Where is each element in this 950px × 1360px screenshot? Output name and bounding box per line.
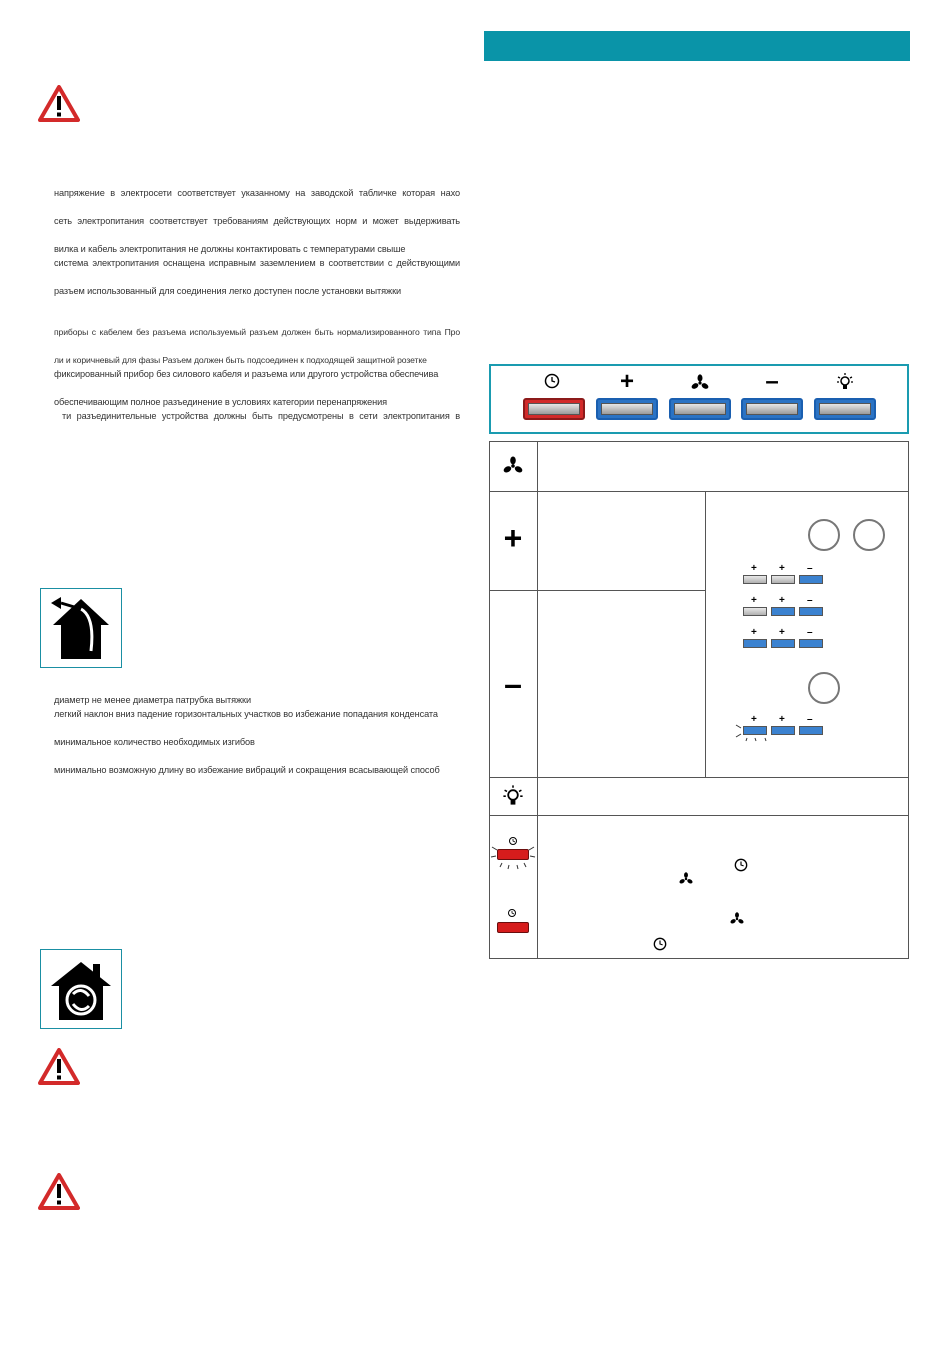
function-table (489, 441, 909, 959)
led-on (799, 607, 823, 616)
timer-icon (521, 372, 583, 392)
led-off (743, 575, 767, 584)
warning-icon (38, 1173, 80, 1211)
light-icon (500, 784, 526, 811)
plus-icon: + (619, 368, 634, 395)
text-line: легкий наклон вниз падение горизонтальных участков во избежание попадания конденсата (54, 709, 438, 719)
led-on (799, 639, 823, 648)
plus-icon: + (503, 520, 523, 556)
speed-indicator-circle (853, 519, 885, 551)
text-line: система электропитания оснащена исправным заземлением в соответствии с действующими (54, 258, 460, 268)
timer-icon (653, 937, 667, 951)
speed-indicator-circle (808, 672, 840, 704)
timer-button[interactable] (523, 398, 585, 420)
exhaust-mode-icon (40, 588, 122, 668)
text-line: обеспечивающим полное разъединение в условиях категории перенапряжения (54, 397, 388, 407)
minus-icon: – (504, 666, 522, 702)
fan-icon (669, 374, 731, 395)
timer-led-on (497, 922, 529, 933)
timer-led-blinking (497, 849, 529, 860)
text-line: ти разъединительные устройства должны быть предусмотрены в сети электропитания в (62, 411, 460, 421)
fan-icon (500, 456, 526, 481)
led-off (743, 607, 767, 616)
led-blinking (743, 726, 767, 735)
text-line: минимальное количество необходимых изгибов (54, 737, 255, 747)
light-button[interactable] (814, 398, 876, 420)
light-icon (814, 372, 876, 393)
timer-icon (505, 907, 519, 919)
control-panel (489, 364, 909, 434)
minus-button[interactable] (741, 398, 803, 420)
text-line: ли и коричневый для фазы Разъем должен быть подсоединен к подходящей защитной розетке (54, 355, 427, 365)
text-line: разъем использованный для соединения легко доступен после установки вытяжки (54, 286, 402, 296)
led-on (743, 639, 767, 648)
fan-button[interactable] (669, 398, 731, 420)
warning-icon (38, 85, 80, 123)
timer-icon (734, 858, 748, 872)
led-on (771, 726, 795, 735)
section-header-bar (484, 31, 910, 61)
text-line: минимально возможную длину во избежание вибраций и сокращения всасывающей способ (54, 765, 440, 775)
led-on (799, 575, 823, 584)
led-on (799, 726, 823, 735)
fan-icon (730, 912, 744, 926)
led-off (771, 575, 795, 584)
text-line: напряжение в электросети соответствует указанному на заводской табличке которая нахо (54, 188, 460, 198)
text-line: фиксированный прибор без силового кабеля и разъема или другого устройства обеспечива (54, 369, 439, 379)
speed-indicator-circle (808, 519, 840, 551)
minus-icon: – (765, 368, 779, 395)
fan-icon (679, 872, 693, 886)
text-line: вилка и кабель электропитания не должны контактировать с температурами свыше (54, 244, 406, 254)
plus-button[interactable] (596, 398, 658, 420)
text-line: сеть электропитания соответствует требованиям действующих норм и может выдерживать (54, 216, 460, 226)
text-line: приборы с кабелем без разъема используемый разъем должен быть нормализированного типа Про (54, 327, 460, 337)
text-line: диаметр не менее диаметра патрубка вытяжки (54, 695, 252, 705)
led-on (771, 639, 795, 648)
led-on (771, 607, 795, 616)
recirculation-mode-icon (40, 949, 122, 1029)
warning-icon (38, 1048, 80, 1086)
